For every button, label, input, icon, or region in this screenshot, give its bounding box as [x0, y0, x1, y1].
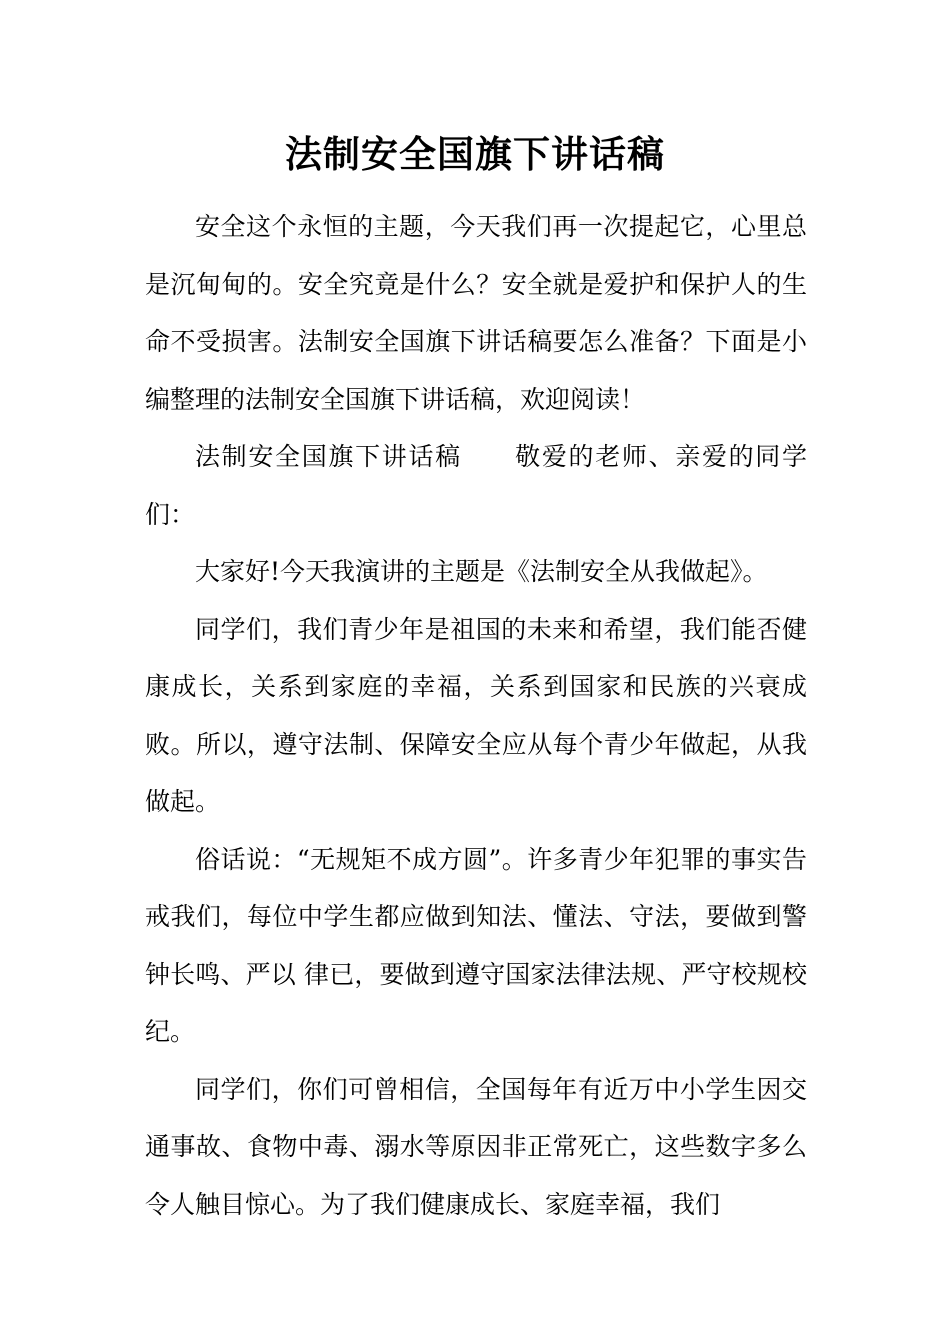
paragraph-rules: 俗话说：“无规矩不成方圆”。许多青少年犯罪的事实告戒我们，每位中学生都应做到知法、懂法、守法，要做到警钟长鸣、严以 律已，要做到遵守国家法律法规、严守校规校纪。	[145, 844, 807, 1046]
paragraph-intro: 安全这个永恒的主题，今天我们再一次提起它，心里总是沉甸甸的。安全究竟是什么？安全就是爱护和保护人的生命不受损害。法制安全国旗下讲话稿要怎么准备？下面是小编整理的法制安全国旗下讲话稿，欢迎阅读！	[145, 212, 807, 414]
paragraph-youth: 同学们，我们青少年是祖国的未来和希望，我们能否健康成长，关系到家庭的幸福，关系到国家和民族的兴衰成败。所以，遵守法制、保障安全应从每个青少年做起，从我做起。	[145, 614, 807, 816]
paragraph-greeting: 法制安全国旗下讲话稿 敬爱的老师、亲爱的同学们：	[145, 442, 807, 529]
paragraph-topic: 大家好!今天我演讲的主题是《法制安全从我做起》。	[195, 557, 768, 586]
paragraph-statistics: 同学们，你们可曾相信，全国每年有近万中小学生因交通事故、食物中毒、溺水等原因非正常死亡，这些数字多么令人触目惊心。为了我们健康成长、家庭幸福，我们	[145, 1074, 807, 1219]
document-title: 法制安全国旗下讲话稿	[285, 132, 665, 176]
document-body	[145, 198, 807, 1233]
